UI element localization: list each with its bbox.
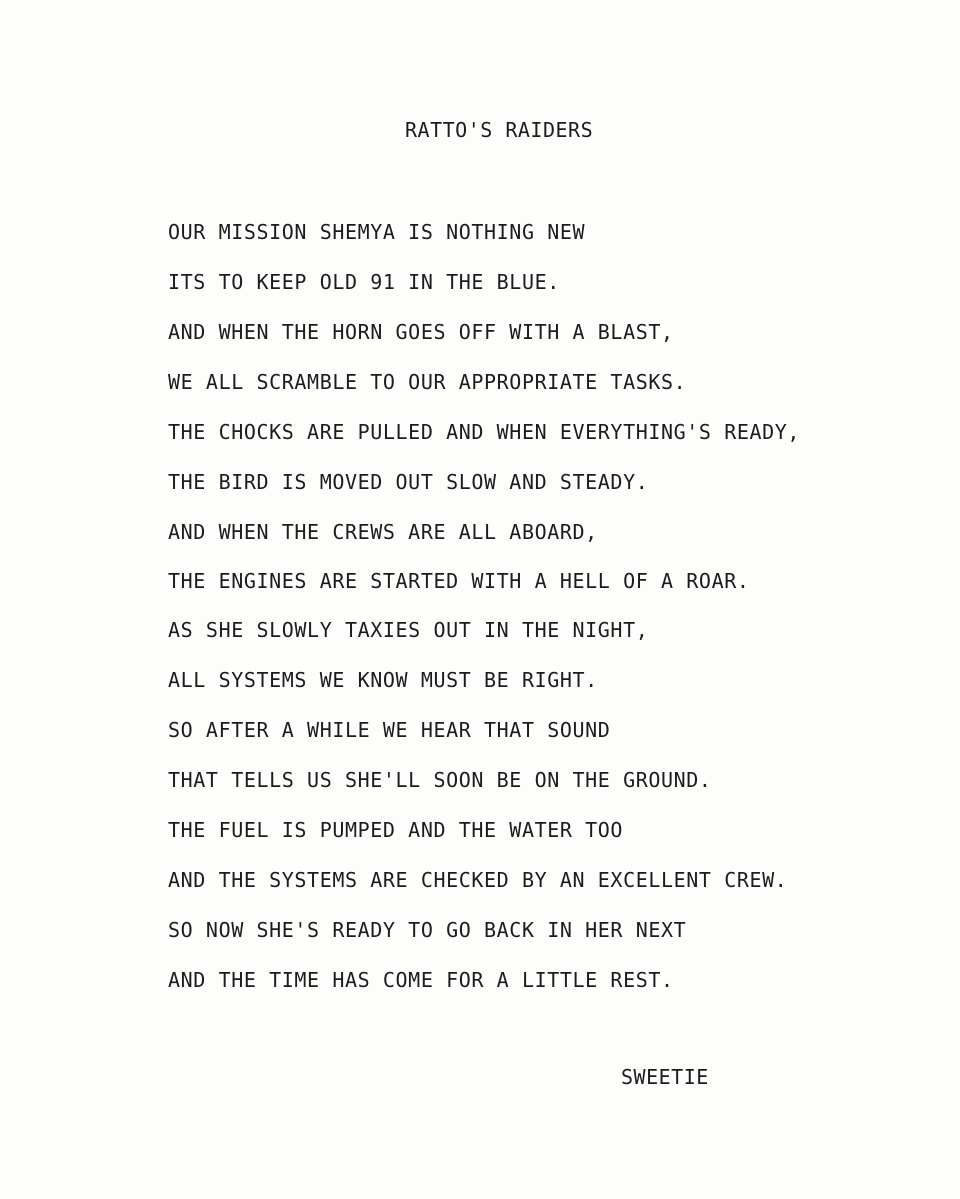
poem-line: AS SHE SLOWLY TAXIES OUT IN THE NIGHT,: [168, 618, 649, 642]
signature: SWEETIE: [621, 1065, 709, 1089]
poem-line: AND WHEN THE CREWS ARE ALL ABOARD,: [168, 520, 598, 544]
poem-line: THE FUEL IS PUMPED AND THE WATER TOO: [168, 818, 624, 842]
poem-line: AND THE SYSTEMS ARE CHECKED BY AN EXCELLENT CREW.: [168, 868, 788, 892]
poem-line: SO AFTER A WHILE WE HEAR THAT SOUND: [168, 718, 611, 742]
poem-line: THE ENGINES ARE STARTED WITH A HELL OF A ROAR.: [168, 569, 750, 593]
poem-line: AND THE TIME HAS COME FOR A LITTLE REST.: [168, 968, 674, 992]
poem-line: THE BIRD IS MOVED OUT SLOW AND STEADY.: [168, 470, 649, 494]
poem-line: THE CHOCKS ARE PULLED AND WHEN EVERYTHING'S READY,: [168, 420, 801, 444]
poem-line: WE ALL SCRAMBLE TO OUR APPROPRIATE TASKS.: [168, 370, 687, 394]
poem-line: AND WHEN THE HORN GOES OFF WITH A BLAST,: [168, 320, 674, 344]
poem-line: THAT TELLS US SHE'LL SOON BE ON THE GROUND.: [168, 768, 712, 792]
poem-title: RATTO'S RAIDERS: [405, 118, 594, 142]
poem-line: ITS TO KEEP OLD 91 IN THE BLUE.: [168, 270, 560, 294]
poem-line: OUR MISSION SHEMYA IS NOTHING NEW: [168, 220, 586, 244]
poem-line: ALL SYSTEMS WE KNOW MUST BE RIGHT.: [168, 668, 598, 692]
poem-line: SO NOW SHE'S READY TO GO BACK IN HER NEXT: [168, 918, 687, 942]
